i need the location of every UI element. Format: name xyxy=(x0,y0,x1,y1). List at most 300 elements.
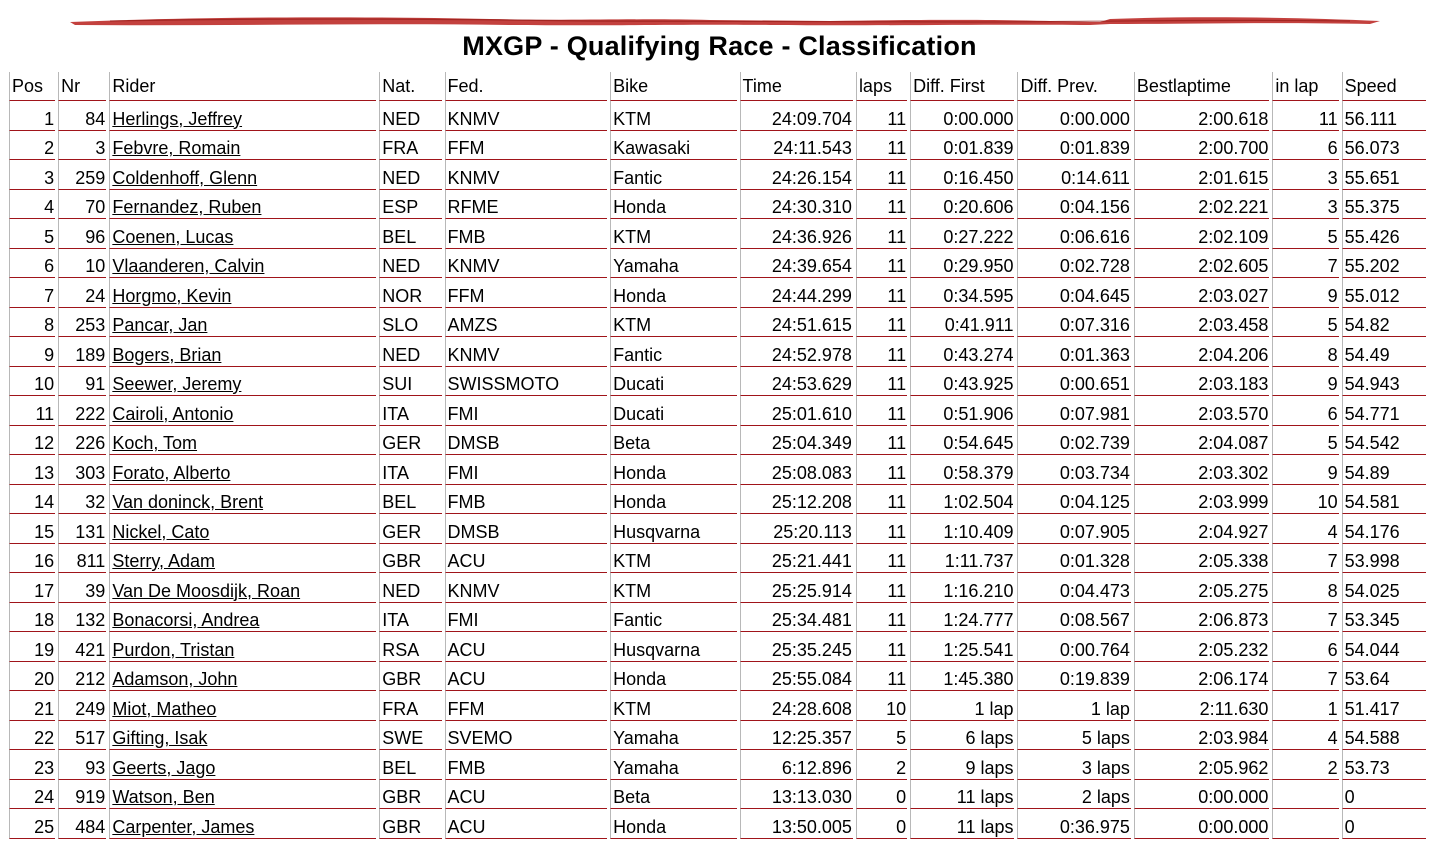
cell-rider xyxy=(109,544,376,574)
header-nat: Nat. xyxy=(379,72,441,101)
cell-in-lap: 10 xyxy=(1272,485,1338,515)
cell-diff-prev: 0:04.645 xyxy=(1017,278,1130,308)
cell-pos: 4 xyxy=(9,190,55,220)
cell-fed: FFM xyxy=(445,278,608,308)
cell-diff-prev: 0:07.905 xyxy=(1017,514,1130,544)
cell-rider xyxy=(109,809,376,839)
cell-diff-prev: 0:36.975 xyxy=(1017,809,1130,839)
cell-nat: NOR xyxy=(379,278,441,308)
cell-nat: NED xyxy=(379,160,441,190)
table-body xyxy=(9,101,1426,839)
cell-fed: DMSB xyxy=(445,426,608,456)
cell-in-lap: 8 xyxy=(1272,337,1338,367)
header-brush-stroke xyxy=(70,14,1380,28)
cell-bike: Beta xyxy=(610,780,736,810)
cell-in-lap: 7 xyxy=(1272,603,1338,633)
cell-speed: 55.651 xyxy=(1342,160,1426,190)
cell-bike: KTM xyxy=(610,219,736,249)
rider-link[interactable]: Sterry, Adam xyxy=(112,551,216,571)
cell-bestlaptime: 2:03.570 xyxy=(1134,396,1269,426)
cell-bike: Honda xyxy=(610,278,736,308)
cell-rider xyxy=(109,160,376,190)
table-row xyxy=(9,750,1426,780)
cell-diff-first: 11 laps xyxy=(910,809,1014,839)
cell-bestlaptime: 2:02.605 xyxy=(1134,249,1269,279)
rider-link[interactable]: Cairoli, Antonio xyxy=(112,403,234,424)
table-row xyxy=(9,367,1426,397)
cell-laps: 11 xyxy=(856,662,907,692)
cell-bestlaptime: 2:05.232 xyxy=(1134,632,1269,662)
cell-bestlaptime: 2:03.183 xyxy=(1134,367,1269,397)
cell-time: 24:09.704 xyxy=(740,101,853,131)
cell-laps: 11 xyxy=(856,190,907,220)
cell-diff-first: 0:54.645 xyxy=(910,426,1014,456)
cell-in-lap: 7 xyxy=(1272,544,1338,574)
cell-laps: 11 xyxy=(856,131,907,161)
cell-speed: 55.426 xyxy=(1342,219,1426,249)
cell-diff-first: 0:20.606 xyxy=(910,190,1014,220)
cell-speed: 54.49 xyxy=(1342,337,1426,367)
cell-pos: 24 xyxy=(9,780,55,810)
cell-time: 12:25.357 xyxy=(740,721,853,751)
cell-nat: GER xyxy=(379,426,441,456)
cell-diff-first: 0:00.000 xyxy=(910,101,1014,131)
cell-rider xyxy=(109,750,376,780)
rider-link[interactable]: Forato, Alberto xyxy=(112,462,231,483)
cell-laps: 11 xyxy=(856,160,907,190)
header-nr: Nr xyxy=(58,72,106,101)
cell-bike: Husqvarna xyxy=(610,514,736,544)
cell-bestlaptime: 2:04.087 xyxy=(1134,426,1269,456)
cell-fed: FFM xyxy=(445,691,608,721)
cell-bike: Kawasaki xyxy=(610,131,736,161)
rider-link[interactable]: Bonacorsi, Andrea xyxy=(112,610,260,630)
cell-in-lap: 3 xyxy=(1272,160,1338,190)
rider-link[interactable]: Pancar, Jan xyxy=(112,315,208,335)
cell-bestlaptime: 2:11.630 xyxy=(1134,691,1269,721)
cell-nr: 226 xyxy=(58,426,106,456)
cell-nat: GBR xyxy=(379,662,441,692)
cell-rider xyxy=(109,721,376,751)
header-diff-first: Diff. First xyxy=(910,72,1014,101)
cell-in-lap: 11 xyxy=(1272,101,1338,131)
rider-link[interactable]: Bogers, Brian xyxy=(112,344,222,365)
rider-link[interactable]: Febvre, Romain xyxy=(112,138,241,158)
cell-pos: 8 xyxy=(9,308,55,338)
cell-diff-first: 1:25.541 xyxy=(910,632,1014,662)
cell-time: 25:55.084 xyxy=(740,662,853,692)
cell-fed: RFME xyxy=(445,190,608,220)
table-row xyxy=(9,337,1426,367)
cell-bike: Honda xyxy=(610,190,736,220)
cell-fed: FMB xyxy=(445,485,608,515)
cell-laps: 2 xyxy=(856,750,907,780)
cell-pos: 16 xyxy=(9,544,55,574)
rider-link[interactable]: Fernandez, Ruben xyxy=(112,197,262,217)
cell-nr: 93 xyxy=(58,750,106,780)
cell-pos: 2 xyxy=(9,131,55,161)
cell-diff-first: 0:34.595 xyxy=(910,278,1014,308)
cell-speed: 56.073 xyxy=(1342,131,1426,161)
cell-pos: 22 xyxy=(9,721,55,751)
cell-in-lap: 3 xyxy=(1272,190,1338,220)
cell-speed: 53.64 xyxy=(1342,662,1426,692)
cell-diff-prev: 0:07.981 xyxy=(1017,396,1130,426)
cell-time: 24:26.154 xyxy=(740,160,853,190)
cell-nr: 84 xyxy=(58,101,106,131)
cell-fed: FMI xyxy=(445,396,608,426)
cell-rider xyxy=(109,396,376,426)
cell-rider xyxy=(109,278,376,308)
cell-fed: KNMV xyxy=(445,573,608,603)
cell-pos: 9 xyxy=(9,337,55,367)
cell-fed: KNMV xyxy=(445,249,608,279)
cell-nr: 811 xyxy=(58,544,106,574)
cell-speed: 54.89 xyxy=(1342,455,1426,485)
cell-time: 24:36.926 xyxy=(740,219,853,249)
cell-bestlaptime: 2:06.873 xyxy=(1134,603,1269,633)
cell-rider xyxy=(109,426,376,456)
cell-in-lap: 6 xyxy=(1272,632,1338,662)
cell-speed: 0 xyxy=(1342,809,1426,839)
cell-diff-prev: 0:03.734 xyxy=(1017,455,1130,485)
cell-diff-first: 1:45.380 xyxy=(910,662,1014,692)
page-title: MXGP - Qualifying Race - Classification xyxy=(462,31,977,61)
cell-bike: Yamaha xyxy=(610,249,736,279)
cell-speed: 54.82 xyxy=(1342,308,1426,338)
cell-nr: 259 xyxy=(58,160,106,190)
cell-laps: 11 xyxy=(856,337,907,367)
cell-nat: FRA xyxy=(379,691,441,721)
cell-fed: ACU xyxy=(445,809,608,839)
cell-fed: FFM xyxy=(445,131,608,161)
cell-diff-first: 0:16.450 xyxy=(910,160,1014,190)
cell-bike: Yamaha xyxy=(610,750,736,780)
table-row xyxy=(9,544,1426,574)
cell-pos: 5 xyxy=(9,219,55,249)
header-pos: Pos xyxy=(9,72,55,101)
cell-bestlaptime: 2:02.109 xyxy=(1134,219,1269,249)
cell-in-lap: 6 xyxy=(1272,131,1338,161)
table-row xyxy=(9,426,1426,456)
cell-nat: GBR xyxy=(379,809,441,839)
cell-diff-prev: 0:02.728 xyxy=(1017,249,1130,279)
cell-time: 24:44.299 xyxy=(740,278,853,308)
cell-time: 13:50.005 xyxy=(740,809,853,839)
cell-nat: ITA xyxy=(379,603,441,633)
cell-rider xyxy=(109,514,376,544)
cell-nr: 70 xyxy=(58,190,106,220)
cell-diff-prev: 0:06.616 xyxy=(1017,219,1130,249)
cell-pos: 19 xyxy=(9,632,55,662)
table-row xyxy=(9,131,1426,161)
cell-rider xyxy=(109,632,376,662)
cell-pos: 14 xyxy=(9,485,55,515)
cell-pos: 23 xyxy=(9,750,55,780)
cell-time: 24:28.608 xyxy=(740,691,853,721)
cell-rider xyxy=(109,662,376,692)
cell-in-lap: 7 xyxy=(1272,662,1338,692)
cell-in-lap: 4 xyxy=(1272,514,1338,544)
cell-speed: 53.998 xyxy=(1342,544,1426,574)
table-row xyxy=(9,278,1426,308)
cell-bestlaptime: 2:03.302 xyxy=(1134,455,1269,485)
cell-speed: 55.012 xyxy=(1342,278,1426,308)
cell-diff-prev: 3 laps xyxy=(1017,750,1130,780)
cell-bike: Fantic xyxy=(610,337,736,367)
cell-nr: 484 xyxy=(58,809,106,839)
cell-nat: NED xyxy=(379,337,441,367)
cell-bestlaptime: 0:00.000 xyxy=(1134,809,1269,839)
table-row xyxy=(9,101,1426,131)
cell-nr: 39 xyxy=(58,573,106,603)
rider-link[interactable]: Watson, Ben xyxy=(112,787,215,807)
cell-nr: 421 xyxy=(58,632,106,662)
cell-fed: KNMV xyxy=(445,101,608,131)
cell-laps: 11 xyxy=(856,278,907,308)
rider-link[interactable]: Geerts, Jago xyxy=(112,757,216,778)
rider-link[interactable]: Vlaanderen, Calvin xyxy=(112,256,265,276)
header-bike: Bike xyxy=(610,72,736,101)
cell-diff-prev: 0:14.611 xyxy=(1017,160,1130,190)
cell-nat: ITA xyxy=(379,455,441,485)
cell-laps: 10 xyxy=(856,691,907,721)
cell-bike: Yamaha xyxy=(610,721,736,751)
rider-link[interactable]: Coldenhoff, Glenn xyxy=(112,167,258,188)
cell-pos: 1 xyxy=(9,101,55,131)
cell-nr: 10 xyxy=(58,249,106,279)
cell-rider xyxy=(109,367,376,397)
header-fed: Fed. xyxy=(445,72,608,101)
cell-bike: KTM xyxy=(610,544,736,574)
header-rider: Rider xyxy=(109,72,376,101)
cell-rider xyxy=(109,308,376,338)
cell-speed: 54.943 xyxy=(1342,367,1426,397)
cell-speed: 54.588 xyxy=(1342,721,1426,751)
table-row xyxy=(9,662,1426,692)
table-row xyxy=(9,514,1426,544)
cell-in-lap: 7 xyxy=(1272,249,1338,279)
cell-in-lap: 4 xyxy=(1272,721,1338,751)
cell-pos: 20 xyxy=(9,662,55,692)
cell-laps: 0 xyxy=(856,809,907,839)
table-row xyxy=(9,485,1426,515)
cell-nr: 517 xyxy=(58,721,106,751)
cell-pos: 10 xyxy=(9,367,55,397)
table-row xyxy=(9,573,1426,603)
cell-pos: 25 xyxy=(9,809,55,839)
rider-link[interactable]: Seewer, Jeremy xyxy=(112,374,242,394)
cell-bestlaptime: 2:00.700 xyxy=(1134,131,1269,161)
cell-time: 25:08.083 xyxy=(740,455,853,485)
cell-nat: SUI xyxy=(379,367,441,397)
cell-rider xyxy=(109,573,376,603)
rider-link[interactable]: Miot, Matheo xyxy=(112,698,217,719)
cell-fed: SVEMO xyxy=(445,721,608,751)
cell-time: 25:20.113 xyxy=(740,514,853,544)
table-row xyxy=(9,455,1426,485)
cell-nr: 249 xyxy=(58,691,106,721)
cell-laps: 11 xyxy=(856,396,907,426)
cell-nr: 3 xyxy=(58,131,106,161)
cell-fed: ACU xyxy=(445,780,608,810)
cell-speed: 55.375 xyxy=(1342,190,1426,220)
rider-link[interactable]: Van doninck, Brent xyxy=(112,492,264,512)
cell-laps: 11 xyxy=(856,573,907,603)
cell-bestlaptime: 2:03.027 xyxy=(1134,278,1269,308)
cell-bike: Ducati xyxy=(610,367,736,397)
cell-nr: 24 xyxy=(58,278,106,308)
cell-fed: FMI xyxy=(445,455,608,485)
cell-laps: 11 xyxy=(856,514,907,544)
table-row xyxy=(9,721,1426,751)
cell-time: 24:39.654 xyxy=(740,249,853,279)
table-row xyxy=(9,219,1426,249)
cell-speed: 54.044 xyxy=(1342,632,1426,662)
cell-fed: FMB xyxy=(445,750,608,780)
cell-fed: FMB xyxy=(445,219,608,249)
cell-in-lap: 9 xyxy=(1272,278,1338,308)
cell-speed: 0 xyxy=(1342,780,1426,810)
cell-time: 25:25.914 xyxy=(740,573,853,603)
cell-diff-prev: 0:04.473 xyxy=(1017,573,1130,603)
cell-speed: 54.176 xyxy=(1342,514,1426,544)
rider-link[interactable]: Coenen, Lucas xyxy=(112,226,234,247)
cell-speed: 54.542 xyxy=(1342,426,1426,456)
cell-laps: 11 xyxy=(856,367,907,397)
cell-fed: KNMV xyxy=(445,337,608,367)
cell-diff-prev: 0:00.651 xyxy=(1017,367,1130,397)
cell-diff-first: 0:29.950 xyxy=(910,249,1014,279)
cell-speed: 54.581 xyxy=(1342,485,1426,515)
cell-pos: 7 xyxy=(9,278,55,308)
cell-bestlaptime: 2:03.999 xyxy=(1134,485,1269,515)
cell-nr: 919 xyxy=(58,780,106,810)
cell-fed: ACU xyxy=(445,632,608,662)
rider-link[interactable]: Horgmo, Kevin xyxy=(112,285,232,306)
cell-nat: NED xyxy=(379,249,441,279)
cell-rider xyxy=(109,249,376,279)
table-row xyxy=(9,632,1426,662)
header-in-lap: in lap xyxy=(1272,72,1338,101)
cell-bike: KTM xyxy=(610,308,736,338)
cell-pos: 6 xyxy=(9,249,55,279)
table-row xyxy=(9,691,1426,721)
cell-time: 25:12.208 xyxy=(740,485,853,515)
cell-pos: 15 xyxy=(9,514,55,544)
cell-diff-prev: 5 laps xyxy=(1017,721,1130,751)
cell-bestlaptime: 2:04.927 xyxy=(1134,514,1269,544)
cell-time: 24:53.629 xyxy=(740,367,853,397)
table-row xyxy=(9,190,1426,220)
cell-diff-first: 0:51.906 xyxy=(910,396,1014,426)
cell-nr: 91 xyxy=(58,367,106,397)
header-bestlaptime: Bestlaptime xyxy=(1134,72,1269,101)
cell-rider xyxy=(109,101,376,131)
cell-nr: 253 xyxy=(58,308,106,338)
cell-bestlaptime: 2:03.984 xyxy=(1134,721,1269,751)
cell-fed: DMSB xyxy=(445,514,608,544)
cell-bike: Honda xyxy=(610,662,736,692)
cell-diff-first: 0:43.925 xyxy=(910,367,1014,397)
cell-nat: BEL xyxy=(379,219,441,249)
cell-diff-prev: 1 lap xyxy=(1017,691,1130,721)
cell-rider xyxy=(109,485,376,515)
rider-link[interactable]: Van De Moosdijk, Roan xyxy=(112,580,301,601)
cell-diff-first: 9 laps xyxy=(910,750,1014,780)
cell-bestlaptime: 2:05.338 xyxy=(1134,544,1269,574)
cell-time: 24:30.310 xyxy=(740,190,853,220)
header-time: Time xyxy=(740,72,853,101)
cell-time: 13:13.030 xyxy=(740,780,853,810)
cell-bike: Fantic xyxy=(610,603,736,633)
cell-bestlaptime: 0:00.000 xyxy=(1134,780,1269,810)
cell-nr: 189 xyxy=(58,337,106,367)
rider-link[interactable]: Purdon, Tristan xyxy=(112,639,235,660)
cell-nr: 303 xyxy=(58,455,106,485)
cell-nat: BEL xyxy=(379,750,441,780)
cell-nr: 132 xyxy=(58,603,106,633)
cell-laps: 11 xyxy=(856,249,907,279)
cell-in-lap: 9 xyxy=(1272,455,1338,485)
cell-bike: Ducati xyxy=(610,396,736,426)
cell-fed: ACU xyxy=(445,544,608,574)
cell-speed: 53.73 xyxy=(1342,750,1426,780)
cell-bike: KTM xyxy=(610,573,736,603)
cell-bike: Beta xyxy=(610,426,736,456)
cell-time: 24:52.978 xyxy=(740,337,853,367)
cell-bestlaptime: 2:03.458 xyxy=(1134,308,1269,338)
cell-bestlaptime: 2:01.615 xyxy=(1134,160,1269,190)
table-header-row xyxy=(9,72,1426,101)
cell-laps: 5 xyxy=(856,721,907,751)
rider-link[interactable]: Nickel, Cato xyxy=(112,521,210,542)
cell-nat: RSA xyxy=(379,632,441,662)
rider-link[interactable]: Koch, Tom xyxy=(112,433,198,453)
cell-time: 25:21.441 xyxy=(740,544,853,574)
rider-link[interactable]: Carpenter, James xyxy=(112,816,255,837)
cell-bike: Honda xyxy=(610,809,736,839)
cell-speed: 56.111 xyxy=(1342,101,1426,131)
cell-speed: 51.417 xyxy=(1342,691,1426,721)
cell-rider xyxy=(109,455,376,485)
cell-diff-first: 0:01.839 xyxy=(910,131,1014,161)
cell-bestlaptime: 2:05.275 xyxy=(1134,573,1269,603)
rider-link[interactable]: Adamson, John xyxy=(112,669,238,689)
table-row xyxy=(9,603,1426,633)
cell-fed: ACU xyxy=(445,662,608,692)
cell-rider xyxy=(109,780,376,810)
cell-pos: 12 xyxy=(9,426,55,456)
cell-diff-prev: 0:08.567 xyxy=(1017,603,1130,633)
cell-bestlaptime: 2:05.962 xyxy=(1134,750,1269,780)
cell-time: 25:34.481 xyxy=(740,603,853,633)
table-row xyxy=(9,308,1426,338)
cell-nat: FRA xyxy=(379,131,441,161)
rider-link[interactable]: Herlings, Jeffrey xyxy=(112,108,243,129)
cell-pos: 3 xyxy=(9,160,55,190)
cell-in-lap: 8 xyxy=(1272,573,1338,603)
cell-bike: Husqvarna xyxy=(610,632,736,662)
cell-speed: 53.345 xyxy=(1342,603,1426,633)
table-row xyxy=(9,780,1426,810)
cell-bike: Honda xyxy=(610,455,736,485)
table-row xyxy=(9,249,1426,279)
cell-nr: 131 xyxy=(58,514,106,544)
cell-bestlaptime: 2:06.174 xyxy=(1134,662,1269,692)
cell-diff-first: 1:10.409 xyxy=(910,514,1014,544)
rider-link[interactable]: Gifting, Isak xyxy=(112,728,208,748)
